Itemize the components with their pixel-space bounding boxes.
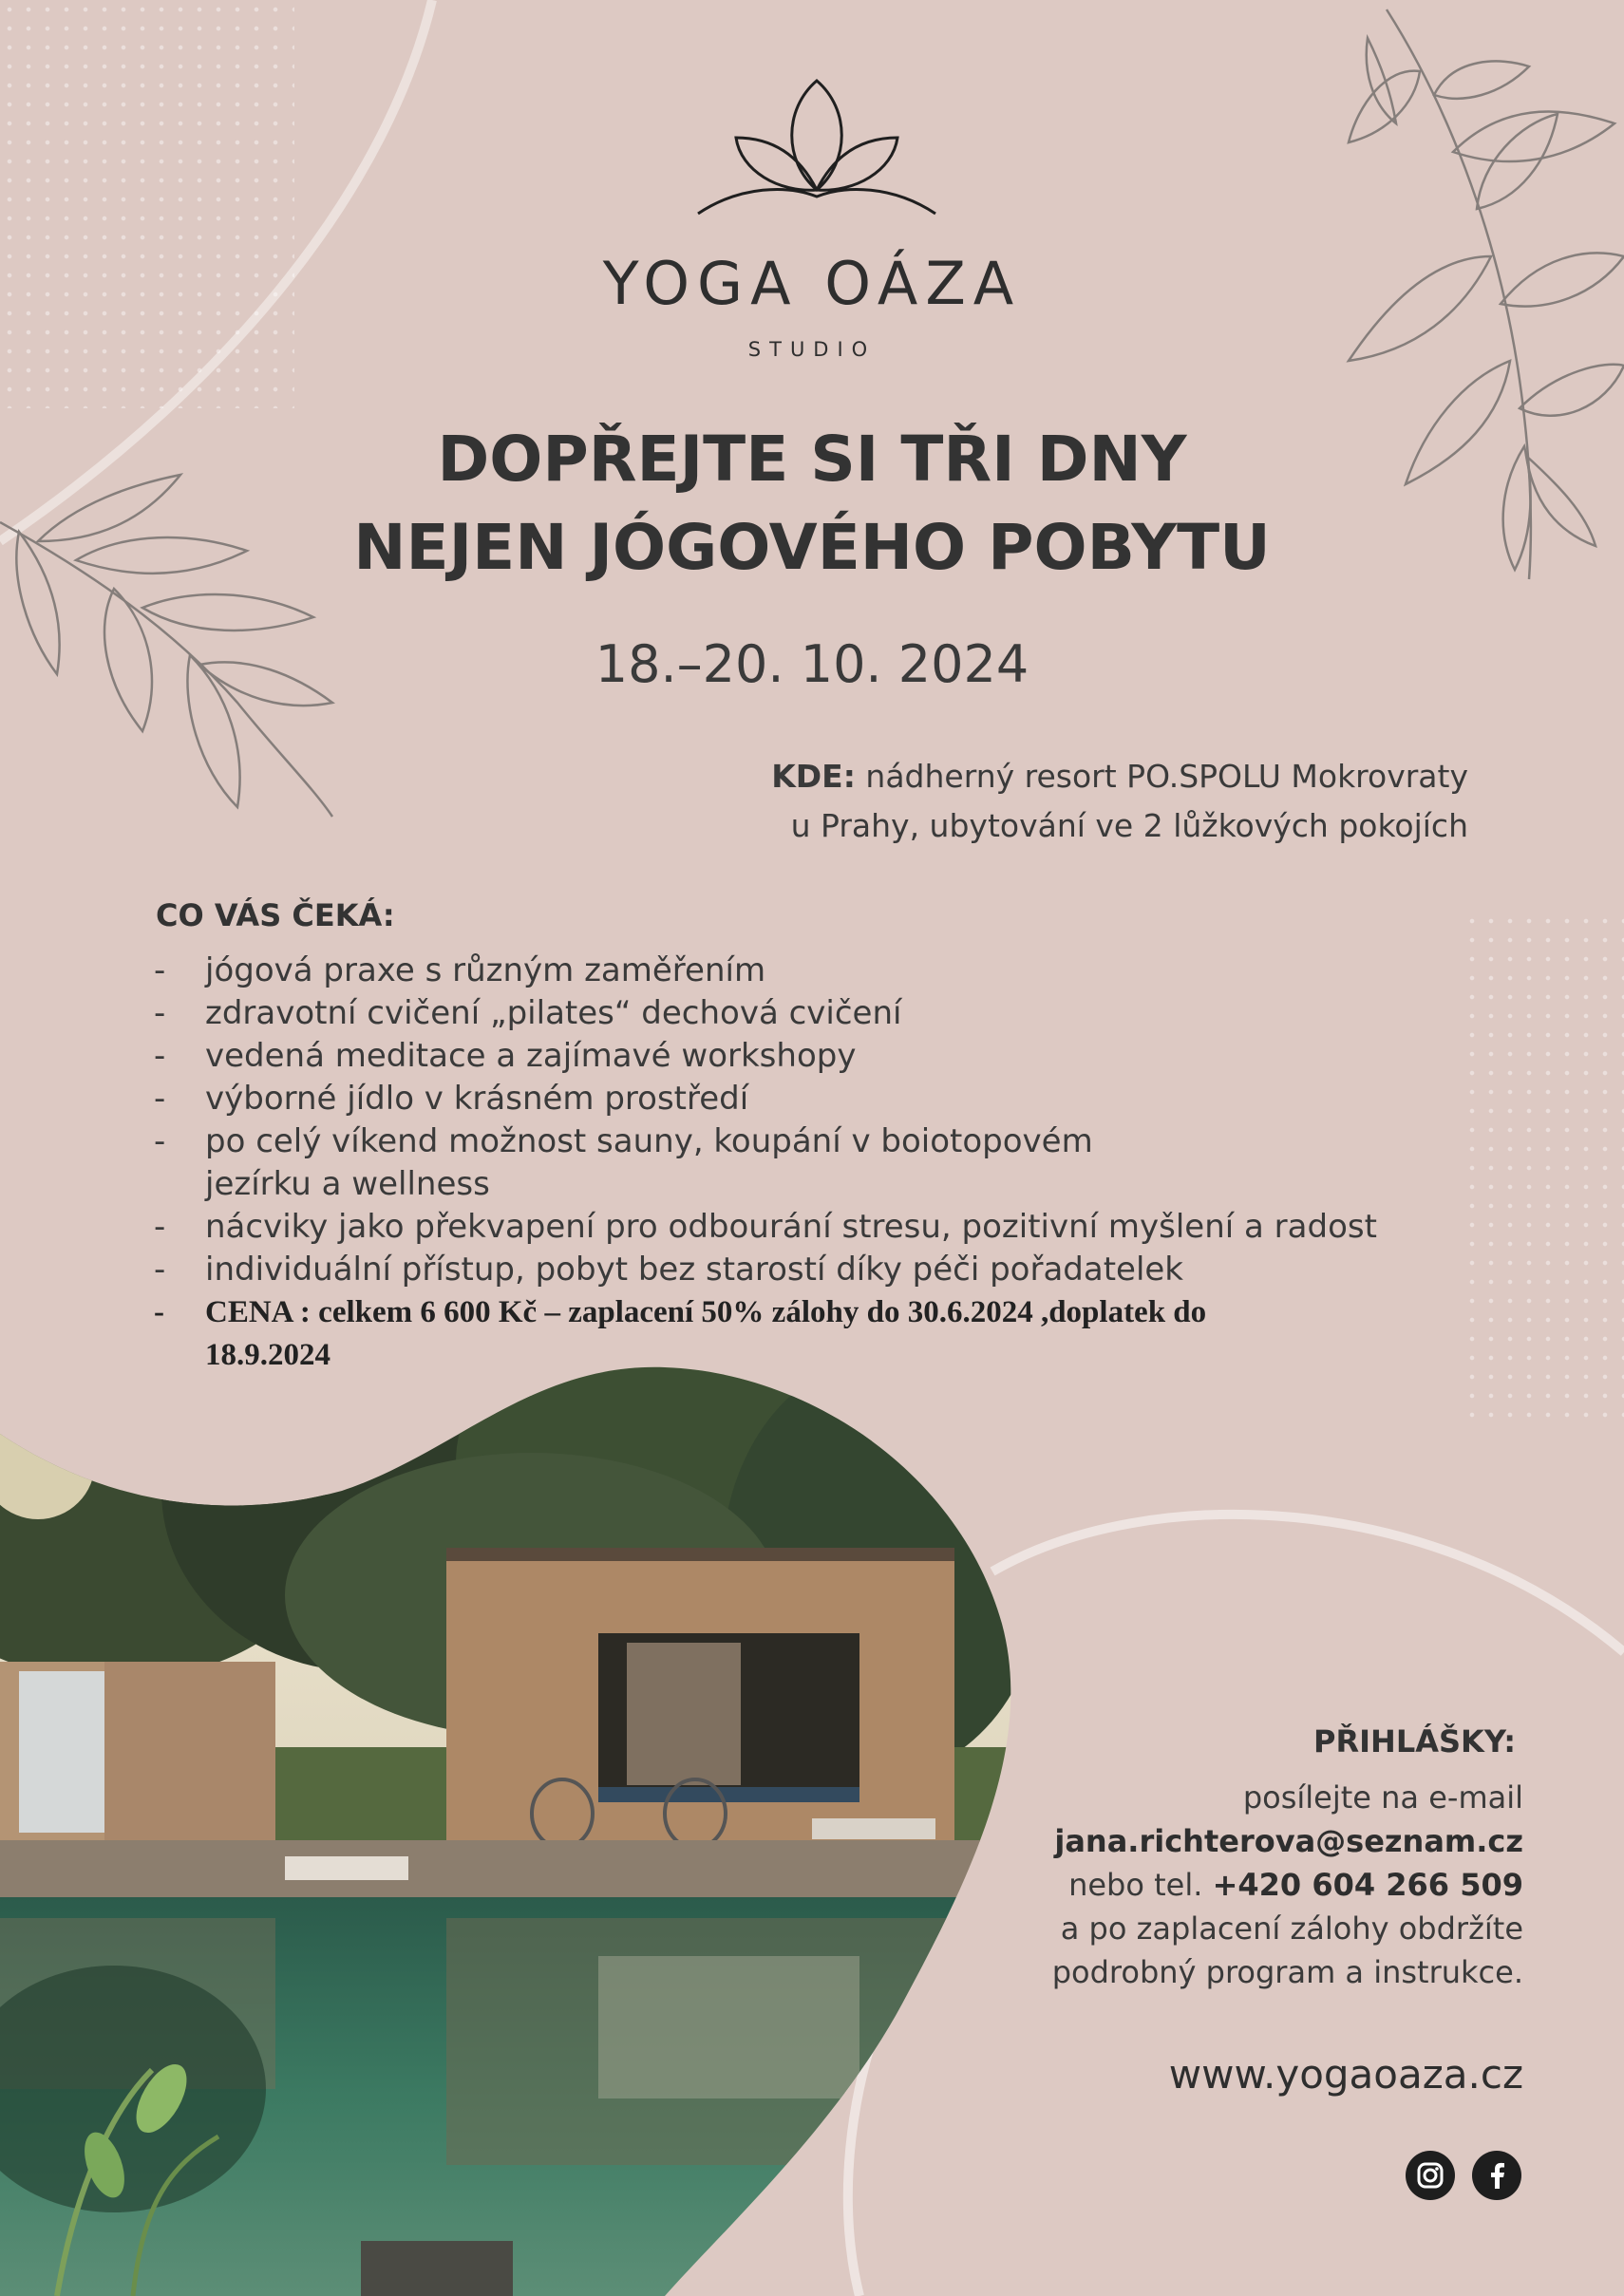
brand-subtitle: STUDIO bbox=[747, 338, 877, 361]
list-item: - po celý víkend možnost sauny, koupání v boiotopovém jezírku a wellness bbox=[152, 1120, 1183, 1206]
location-block bbox=[771, 752, 1468, 851]
location-line-1: nádherný resort PO.SPOLU Mokrovraty bbox=[865, 758, 1468, 795]
signup-block bbox=[1052, 1776, 1523, 1994]
phone-number[interactable]: +420 604 266 509 bbox=[1212, 1867, 1523, 1903]
resort-photo bbox=[0, 1348, 1026, 2296]
dot-pattern bbox=[1463, 912, 1624, 1424]
email-link[interactable]: jana.richterova@seznam.cz bbox=[1054, 1823, 1523, 1859]
signup-line-1: posílejte na e-mail bbox=[1242, 1779, 1523, 1816]
website-link[interactable]: www.yogaoaza.cz bbox=[1168, 2051, 1523, 2098]
price-item: - CENA : celkem 6 600 Kč – zaplacení 50% zálohy do 30.6.2024 ,doplatek do 18.9.2024 bbox=[152, 1291, 1307, 1377]
phone-prefix: nebo tel. bbox=[1068, 1867, 1203, 1903]
location-label: KDE: bbox=[771, 758, 856, 795]
list-item: - individuální přístup, pobyt bez starostí díky péči pořadatelek bbox=[152, 1249, 1415, 1291]
headline-line-1: DOPŘEJTE SI TŘI DNY bbox=[437, 423, 1187, 496]
list-item: - jógová praxe s různým zaměřením bbox=[152, 950, 1415, 992]
facebook-icon[interactable] bbox=[1472, 2151, 1521, 2200]
list-item: - vedená meditace a zajímavé workshopy bbox=[152, 1035, 1415, 1078]
location-line-2: u Prahy, ubytování ve 2 lůžkových pokojích bbox=[790, 807, 1468, 844]
lotus-icon bbox=[693, 71, 940, 223]
list-item: - zdravotní cvičení „pilates“ dechová cvičení bbox=[152, 992, 1415, 1035]
headline-line-2: NEJEN JÓGOVÉHO POBYTU bbox=[353, 511, 1271, 584]
brand-name: YOGA OÁZA bbox=[602, 249, 1022, 318]
event-date: 18.–20. 10. 2024 bbox=[595, 634, 1029, 694]
offer-title: CO VÁS ČEKÁ: bbox=[156, 897, 395, 933]
list-item: - výborné jídlo v krásném prostředí bbox=[152, 1078, 1415, 1120]
signup-title: PŘIHLÁŠKY: bbox=[1313, 1723, 1516, 1760]
instagram-icon[interactable] bbox=[1406, 2151, 1455, 2200]
offer-list bbox=[152, 950, 1415, 1377]
signup-line-4: podrobný program a instrukce. bbox=[1051, 1954, 1523, 1990]
signup-line-3: a po zaplacení zálohy obdržíte bbox=[1060, 1910, 1523, 1947]
list-item: - nácviky jako překvapení pro odbourání stresu, pozitivní myšlení a radost bbox=[152, 1206, 1415, 1249]
